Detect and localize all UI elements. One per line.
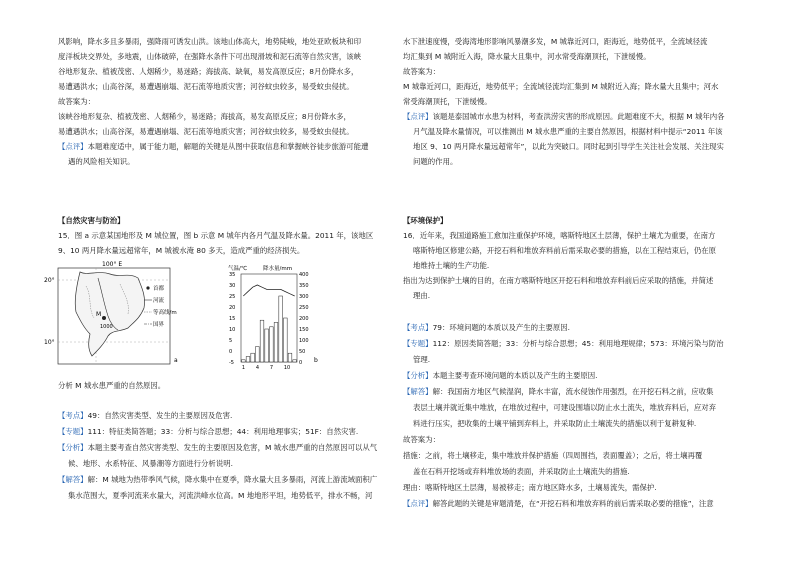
precip-bar xyxy=(265,329,269,362)
text-line: 该峡谷地形复杂、植被茂密、人烟稀少，易迷路；海拔高，易发高原反应；8月份降水多， xyxy=(58,112,351,121)
temp-tick: -5 xyxy=(229,360,234,366)
text-line: 表层土壤并就近集中堆放，在堆放过程中，可建设围墙以防止水土流失，堆放弃料后，应对弃 xyxy=(413,403,717,412)
analysis-text: 本题主要考查自然灾害类型、发生的主要原因及危害，M 城水患严重的自然原因可以从气 xyxy=(87,443,378,452)
question-line: 15．图 a 示意某国地形及 M 城位置，图 b 示意 M 城年内各月气温及降水量。2011 年，该地区 xyxy=(58,231,374,240)
text-line: 候、地形、水系特征、风暴潮等方面进行分析说明. xyxy=(68,459,233,468)
text-line: 管理. xyxy=(413,355,431,364)
answer-label: 故答案为： xyxy=(403,67,440,76)
text-line: 易遭遇洪水；山高谷深，易遭遇崩塌、泥石流等地质灾害；河谷蚊虫较多，易受蚊虫侵扰。 xyxy=(58,127,354,136)
plot-frame xyxy=(241,274,297,362)
precip-bar xyxy=(242,360,246,362)
legend-contour: 等高线/m xyxy=(153,310,177,316)
precip-tick: 100 xyxy=(299,338,309,344)
text-line: M 城靠近河口，距海近，地势低平；全流域径流均汇集到 M 城附近入海；降水量大且集中；河水 xyxy=(403,82,719,91)
precip-tick: 200 xyxy=(299,316,309,322)
comment-line xyxy=(58,139,386,154)
precip-tick: 300 xyxy=(299,294,309,300)
capital-icon xyxy=(146,286,149,289)
question-line: 地维持土壤的生产功能. xyxy=(413,261,490,270)
precip-bars xyxy=(242,296,297,362)
precip-bar xyxy=(288,353,292,362)
temp-tick: 10 xyxy=(229,327,236,333)
comment-line xyxy=(403,109,739,124)
final-answer-label: 故答案为： xyxy=(403,435,440,444)
points-line xyxy=(403,320,739,335)
precip-tick: 150 xyxy=(299,327,309,333)
text-line: 常受海潮顶托，下泄缓慢。 xyxy=(403,97,492,106)
section-heading: 【环境保护】 xyxy=(403,216,448,225)
city-m-marker xyxy=(102,316,106,320)
answer-tag: 【解答】 xyxy=(403,387,433,396)
month-tick: 7 xyxy=(269,365,274,371)
text-line: 理由：喀斯特地区土层薄，易被移走；南方地区降水多，土壤易流失，需保护. xyxy=(403,483,657,492)
month-tick: 4 xyxy=(255,365,260,371)
answer-line xyxy=(58,472,386,487)
text-line: 谷地形复杂、植被茂密、人烟稀少，易迷路；海拔高、缺氧，易发高原反应；8月份降水多， xyxy=(58,67,359,76)
temperature-line xyxy=(243,285,294,296)
text-line: 月气温及降水量情况，可以推测出 M 城水患严重的主要自然原因，根据材料中提示“2011 年该 xyxy=(413,127,723,136)
question-ask: 指出为达到保护土壤的目的，在南方喀斯特地区开挖石料和堆放弃料前后应采取的措施，并简述 xyxy=(403,276,714,285)
answer-line xyxy=(403,384,739,399)
comment-tag: 【点评】 xyxy=(58,142,88,151)
points-text: 79：环境问题的本质以及产生的主要原因. xyxy=(432,323,570,332)
contour-value: 1000 xyxy=(100,324,113,330)
precip-bar xyxy=(246,357,250,363)
points-line xyxy=(58,408,386,423)
question-line: 9、10 两月降水量远超常年，M 城被水淹 80 多天，造成严重的经济损失。 xyxy=(58,246,305,255)
topic-text: 112：原因类简答题；33：分析与综合思想；45：利用地理规律；573：环境污染与防治 xyxy=(432,339,724,348)
text-line: 易遭遇洪水；山高谷深，易遭遇崩塌、泥石流等地质灾害；河谷蚊虫较多，易受蚊虫侵扰。 xyxy=(58,82,354,91)
precip-bar xyxy=(260,320,264,362)
temp-ticks xyxy=(229,272,235,366)
text-line: 地区 9、10 两月降水量远超常年”，以此为突破口。同时起到引导学生关注社会发展、关注现实 xyxy=(413,142,724,151)
answer-text: 解：M 城地为热带季风气候，降水集中在夏季，降水量大且多暴雨，河流上游流域面积广 xyxy=(87,475,378,484)
precip-bar xyxy=(251,353,255,362)
precip-tick: 50 xyxy=(299,349,306,355)
temp-tick: 20 xyxy=(229,305,236,311)
legend-capital: 首都 xyxy=(153,286,165,292)
comment-text: 解答此题的关键是审题清楚，在“开挖石料和堆放弃料的前后需采取必要的措施”，注意 xyxy=(432,499,714,508)
precip-bar xyxy=(279,296,283,362)
analysis-line xyxy=(58,440,386,455)
temp-axis-title: 气温/℃ xyxy=(228,266,248,272)
month-tick: 1 xyxy=(241,365,246,371)
precip-bar xyxy=(274,322,278,362)
temp-tick: 15 xyxy=(229,316,236,322)
lat-label-10: 10° xyxy=(44,339,55,346)
precip-tick: 250 xyxy=(299,305,309,311)
legend-border: 国界 xyxy=(153,322,165,328)
points-tag: 【考点】 xyxy=(58,411,88,420)
question-line: 喀斯特地区修建公路，开挖石料和堆放弃料前后需采取必要的措施，以在工程结束后，仍在原 xyxy=(413,246,717,255)
points-text: 49：自然灾害类型、发生的主要原因及危害. xyxy=(87,411,233,420)
figure-svg xyxy=(44,258,328,371)
question-ask: 理由. xyxy=(413,291,431,300)
topic-tag: 【专题】 xyxy=(58,427,88,436)
text-line: 水下泄速度慢，受海湾地形影响风暴潮多发，M 城靠近河口，距海近，地势低平，全流域径流 xyxy=(403,37,708,46)
precip-ticks xyxy=(299,272,309,366)
answer-tag: 【解答】 xyxy=(58,475,88,484)
temp-tick: 5 xyxy=(229,338,233,344)
temp-tick: 30 xyxy=(229,283,236,289)
precip-bar xyxy=(293,360,297,362)
precip-tick: 0 xyxy=(299,360,303,366)
analysis-tag: 【分析】 xyxy=(403,371,433,380)
topic-line xyxy=(403,336,739,351)
temp-tick: 25 xyxy=(229,294,236,300)
precip-axis-title: 降水量/mm xyxy=(263,266,293,272)
temp-tick: 0 xyxy=(229,349,233,355)
month-tick: 10 xyxy=(283,365,291,371)
text-line: 措施：之前，将土壤移走，集中堆放并保护措施（四周围挡，表面覆盖）；之后，将土壤再覆 xyxy=(403,451,703,460)
analysis-text: 本题主要考查环境问题的本质以及产生的主要原因. xyxy=(432,371,598,380)
comment-text: 该题是泰国城市水患为材料，考查洪涝灾害的形成原因。此题难度不大，根据 M 城年内各 xyxy=(432,112,725,121)
text-line: 盖在石料开挖场或弃料堆放场的表面，并采取防止土壤流失的措施. xyxy=(413,467,630,476)
topic-tag: 【专题】 xyxy=(403,339,433,348)
question-ask: 分析 M 城水患严重的自然原因。 xyxy=(58,381,166,390)
text-line: 遇的风险相关知识。 xyxy=(68,157,135,166)
month-ticks xyxy=(242,365,290,371)
map-a xyxy=(44,261,178,364)
precip-bar xyxy=(270,327,274,362)
figure-area xyxy=(44,258,328,371)
text-line: 料进行压实，把收集的土壤平铺到弃料上，并采取防止土壤流失的措施以利于复耕复种. xyxy=(413,419,697,428)
question-line: 16．近年来，我国道路施工愈加注重保护环境，喀斯特地区土层薄，保护土壤尤为重要，在南方 xyxy=(403,231,716,240)
climate-chart-b xyxy=(228,264,318,371)
comment-line xyxy=(403,496,739,511)
comment-tag: 【点评】 xyxy=(403,499,433,508)
text-line: 风影响，降水多且多暴雨，强降雨可诱发山洪。该地山体高大，地势陡峻，地处亚欧板块和印 xyxy=(58,37,362,46)
answer-label: 故答案为： xyxy=(58,97,95,106)
chart-label: b xyxy=(314,357,318,364)
text-line: 问题的作用。 xyxy=(413,157,458,166)
points-tag: 【考点】 xyxy=(403,323,433,332)
precip-tick: 400 xyxy=(299,272,309,278)
text-line: 集水范围大，夏季河流来水量大，河流洪峰水位高。M 地地形平坦，地势低平，排水不畅，河 xyxy=(68,491,373,500)
precip-tick: 350 xyxy=(299,283,309,289)
lon-label: 100° E xyxy=(102,261,123,268)
text-line: 度洋板块交界处，多地震，山体破碎，在强降水条件下可出现滑坡和泥石流等自然灾害，该峡 xyxy=(58,52,362,61)
analysis-tag: 【分析】 xyxy=(58,443,88,452)
section-heading: 【自然灾害与防治】 xyxy=(58,216,125,225)
topic-line xyxy=(58,424,386,439)
text-line: 均汇集到 M 城附近入海，降水量大且集中，河水常受海潮顶托，下泄缓慢。 xyxy=(403,52,651,61)
analysis-line xyxy=(403,368,739,383)
topic-text: 111：特征类简答题；33：分析与综合思想；44：利用地理事实；51F：自然灾害. xyxy=(87,427,359,436)
precip-bar xyxy=(256,347,260,362)
comment-tag: 【点评】 xyxy=(403,112,433,121)
temp-tick: 35 xyxy=(229,272,236,278)
answer-text: 解：我国南方地区气候湿润，降水丰富，流水侵蚀作用强烈，在开挖石料之前，应收集 xyxy=(432,387,714,396)
map-label: a xyxy=(174,357,178,364)
comment-text: 本题难度适中，属于能力题，解题的关键是从图中获取信息和掌握峡谷徒步旅游可能遭 xyxy=(87,142,369,151)
legend-river: 河流 xyxy=(153,298,165,304)
lat-label-20: 20° xyxy=(44,277,55,284)
precip-bar xyxy=(284,318,288,362)
city-m-label: M xyxy=(96,311,102,318)
